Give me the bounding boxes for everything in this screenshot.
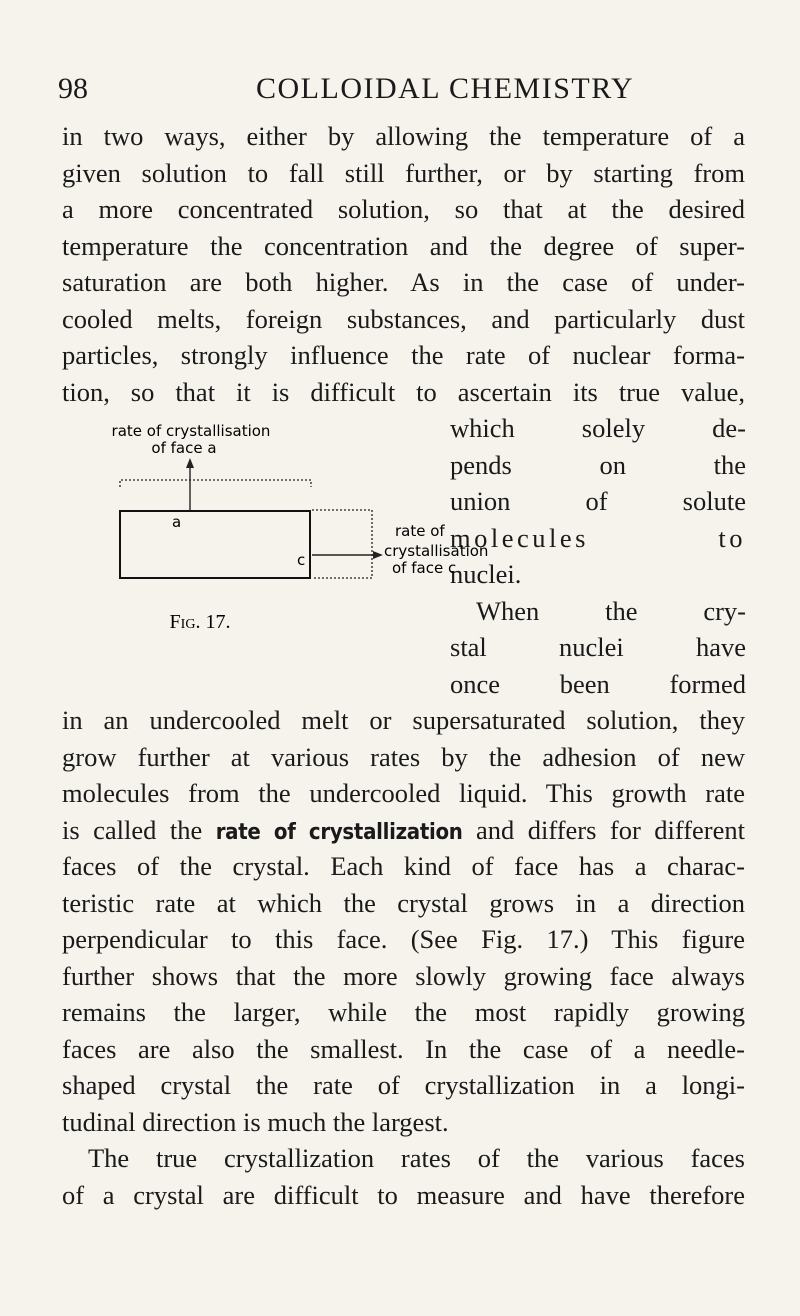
text-line: in two ways, either by allowing the temperature of a [62, 121, 745, 151]
text-line: cooled melts, foreign substances, and particularly dust [62, 304, 745, 334]
text-line: further shows that the more slowly growing face always [62, 961, 745, 991]
label-rate-face-c-line3: of face c [392, 559, 457, 577]
text-line: The true crystallization rates of the various faces [88, 1143, 745, 1173]
text-line: in an undercooled melt or supersaturated solution, they [62, 705, 745, 735]
text-line: grow further at various rates by the adhesion of new [62, 742, 745, 772]
page-number: 98 [58, 72, 88, 105]
face-a-label: a [172, 513, 182, 531]
text-line: remains the larger, while the most rapidly growing [62, 997, 745, 1027]
running-head: COLLOIDAL CHEMISTRY [256, 72, 635, 105]
defined-term: rate of crystallization [215, 820, 463, 845]
text-line: tudinal direction is much the largest. [62, 1107, 449, 1137]
label-rate-face-c-line1: rate of [395, 522, 445, 540]
text-fragment: is called the [62, 815, 216, 845]
text-line: faces of the crystal. Each kind of face has a charac- [62, 851, 745, 881]
text-line: union of solute [450, 486, 746, 516]
arrowhead-right [373, 551, 383, 559]
text-line: particles, strongly influence the rate of nuclear forma- [62, 340, 745, 370]
figure-caption: Fig. 17. [169, 611, 231, 633]
label-rate-face-a-line2: of face a [151, 439, 217, 457]
text-line: a more concentrated solution, so that at the desired [62, 194, 745, 224]
text-line: of a crystal are difficult to measure and have therefore [62, 1180, 745, 1210]
arrowhead-up [186, 458, 194, 468]
text-line: teristic rate at which the crystal grows in a direction [62, 888, 745, 918]
text-line: temperature the concentration and the degree of super- [62, 231, 745, 261]
text-fragment: and differs for different [462, 815, 745, 845]
text-line: shaped crystal the rate of crystallization in a longi- [62, 1070, 745, 1100]
text-line: molecules from the undercooled liquid. This growth rate [62, 778, 745, 808]
text-line: once been formed [450, 669, 746, 699]
text-line: nuclei. [450, 559, 522, 589]
text-line: When the cry- [476, 596, 746, 626]
text-line-with-term [62, 812, 745, 851]
text-line: stal nuclei have [450, 632, 746, 662]
text-line: saturation are both higher. As in the case of under- [62, 267, 745, 297]
text-line: tion, so that it is difficult to ascertain its true value, [62, 377, 745, 407]
label-rate-face-a-line1: rate of crystallisation [111, 422, 271, 440]
face-c-label: c [297, 551, 306, 569]
text-line: molecules to [450, 523, 746, 553]
dotted-bracket-top [120, 480, 311, 487]
text-line: pends on the [450, 450, 746, 480]
text-line: given solution to fall still further, or by starting from [62, 158, 745, 188]
dotted-bracket-right [312, 510, 372, 578]
crystal-rectangle [120, 511, 310, 578]
label-rate-face-c-line2: crystallisation [384, 542, 489, 560]
text-line: faces are also the smallest. In the case of a needle- [62, 1034, 745, 1064]
text-line: which solely de- [450, 413, 746, 443]
text-line: perpendicular to this face. (See Fig. 17.) This figure [62, 924, 745, 954]
